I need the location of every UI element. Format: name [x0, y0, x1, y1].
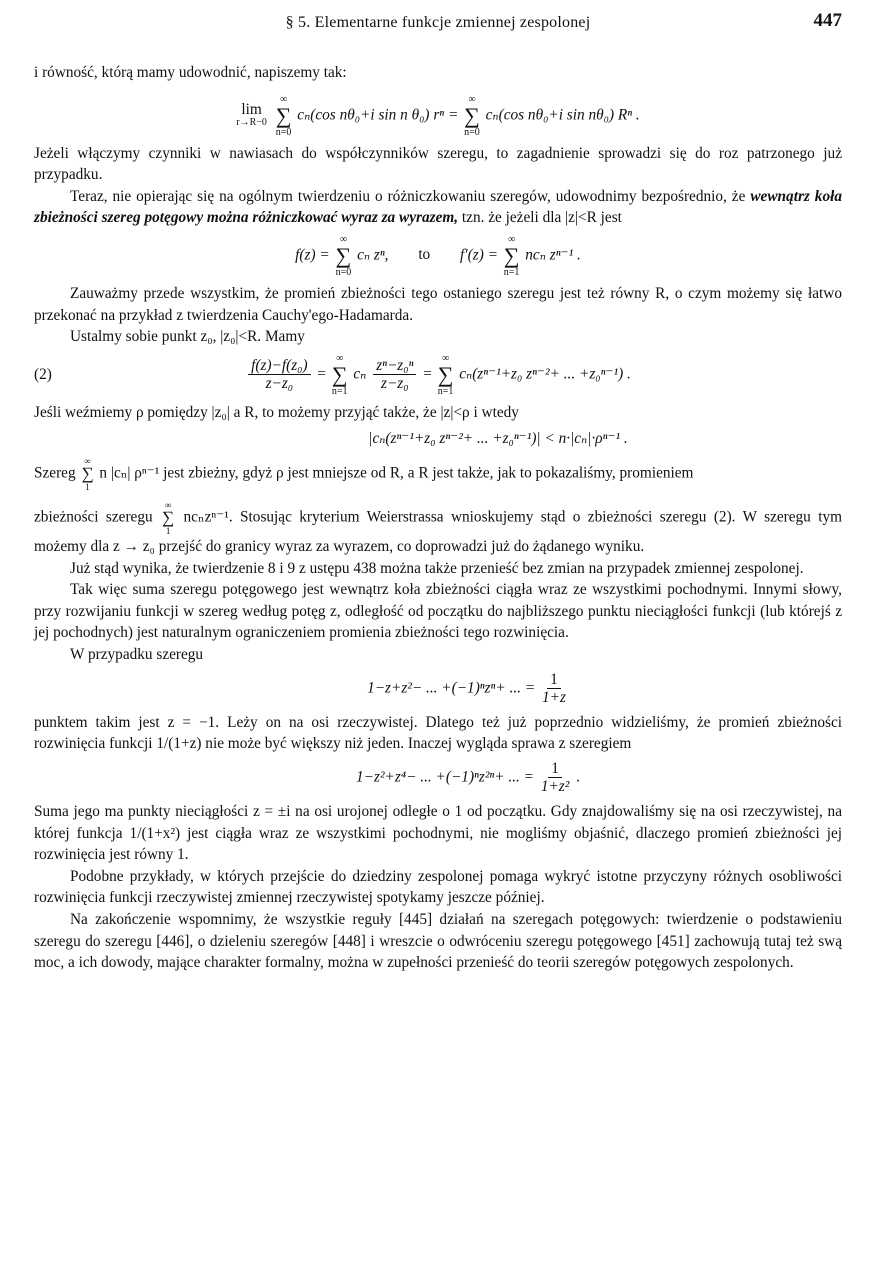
paragraph-6: Jeśli weźmiemy ρ pomiędzy |z₀| a R, to możemy przyjąć także, że |z|<ρ i wtedy: [34, 403, 519, 421]
sum-operator: ∞ ∑ 1: [162, 499, 175, 536]
paragraph-7: Szereg ∞ ∑ 1 n |cₙ| ρⁿ⁻¹ jest zbieżny, gdyż ρ jest mniejsze od R, a R jest także, jak to pokazaliśmy, promieniem: [34, 455, 694, 492]
paragraph-14: Podobne przykłady, w których przejście do dziedziny zespolonej pomaga wykryć istotne przyczyny różnych osobliwości rozwinięcia funkcji rzeczywistej zmiennej rzeczywistej spotykamy jeszcze później.: [34, 867, 842, 907]
sum-operator: ∞ ∑ n=1: [503, 233, 520, 278]
paragraph-5: Ustalmy sobie punkt z₀, |z₀|<R. Mamy: [70, 328, 305, 346]
page: [34, 8, 842, 974]
sum-operator: ∞ ∑ n=0: [275, 93, 292, 138]
sum-operator: ∞ ∑ n=0: [464, 93, 480, 138]
running-header: [34, 8, 842, 38]
equation-limit: [34, 94, 842, 138]
paragraph-10: Tak więc suma szeregu potęgowego jest wewnątrz koła zbieżności ciągła wraz ze wszystkimi pochodnymi. Innymi słowy, przy rozwijaniu funkcji w szereg według potęg z, odległość od początku do najbliższego punktu nieciągłości funkcji (lub którejś z jej pochodnych) jest naturalnym ograniczeniem promienia zbieżności tego rozwinięcia.: [34, 581, 842, 642]
paragraph-8: zbieżności szeregu ∞ ∑ 1 ncₙzⁿ⁻¹. Stosując kryterium Weierstrassa wnioskujemy stąd o zbieżności szeregu (2). W szeregu tym możemy dla z → z₀ przejść do granicy wyraz za wyrazem, co doprowadzi już do żądanego wyniku.: [34, 499, 842, 555]
equation-number: (2): [34, 365, 52, 383]
emphasis-text: wewnątrz koła zbieżności szereg potęgowy można różniczkować wyraz za wyrazem,: [34, 187, 842, 227]
header-title: § 5. Elementarne funkcje zmiennej zespolonej: [285, 14, 591, 31]
sum-operator: ∞ ∑ n=0: [335, 233, 352, 278]
paragraph-4: Zauważmy przede wszystkim, że promień zbieżności tego ostaniego szeregu jest też równy R, o czym możemy się łatwo przekonać na przykład z twierdzenia Cauchy'ego-Hadamarda.: [34, 284, 842, 324]
sum-operator: ∞ ∑ n=1: [331, 352, 348, 397]
paragraph-13: Suma jego ma punkty nieciągłości z = ±i na osi urojonej odległe o 1 od początku. Gdy znajdowaliśmy się na osi rzeczywistej, na której funkcja 1/(1+x²) jest ciągła wraz ze wszystkimi pochodnymi, nie mogliśmy objaśnić, dlaczego promień zbieżności jej rozwinięcia jest równy 1.: [34, 803, 842, 864]
equation-series-2: 1−z²+z⁴− ... +(−1)ⁿz²ⁿ+ ... = $\frac{1}{\text{1+z²}}$ .: [356, 759, 580, 796]
fraction: $\frac{\text{zⁿ−z₀ⁿ}}{\text{z−z₀}}$: [373, 357, 416, 393]
paragraph-1: i równość, którą mamy udowodnić, napiszemy tak:: [34, 64, 347, 81]
paragraph-3: Teraz, nie opierając się na ogólnym twierdzeniu o różniczkowaniu szeregów, udowodnimy bezpośrednio, że wewnątrz koła zbieżności szereg potęgowy można różniczkować wyraz za wyrazem, tzn. że jeżeli dla |z|<R jest: [34, 187, 842, 227]
sum-operator: ∞ ∑ 1: [81, 455, 94, 492]
fraction: $\frac{\text{f(z)−f(z₀)}}{\text{z−z₀}}$: [248, 357, 310, 393]
paragraph-9: Już stąd wynika, że twierdzenie 8 i 9 z ustępu 438 można także przenieść bez zmian na przypadek zmiennej zespolonej.: [70, 559, 804, 577]
equation-derivative: f(z) = ∞ ∑ n=0 cₙ zⁿ, to f′(z) = ∞ ∑ n=1 ncₙ zⁿ⁻¹ .: [295, 233, 581, 278]
fraction: $\frac{1}{\text{1+z²}}$: [540, 759, 570, 796]
paragraph-2: Jeżeli włączymy czynniki w nawiasach do współczynników szeregu, to zagadnienie sprowadzi się do roz patrzonego już przypadku.: [34, 144, 842, 184]
fraction: $\frac{1}{1+z}$: [541, 670, 566, 707]
paragraph-12: punktem takim jest z = −1. Leży on na osi rzeczywistej. Dlatego też już poprzednio widzieliśmy, że promień zbieżności rozwinięcia funkcji 1/(1+z) nie może być większy niż jeden. Inaczej wygląda sprawa z szeregiem: [34, 713, 842, 753]
paragraph-15: Na zakończenie wspomnimy, że wszystkie reguły [445] działań na szeregach potęgowych: twierdzenie o podstawieniu szeregu do szeregu [446], o dzieleniu szeregów [448] i wreszcie o odwróceniu szeregu potęgowego [451] zachowują tutaj też swą moc, a ich dowody, mające charakter formalny, można w zupełności przenieść do teorii szeregów potęgowych zespolonych.: [34, 910, 842, 972]
equation-term: cₙ(cos nθ₀+i sin nθ₀) Rⁿ .: [485, 106, 640, 124]
equation-2: (2) $\frac{\text{f(z)−f(z₀)}}{\text{z−z₀}}$ = ∞ ∑ n=1 cₙ $\frac{\text{zⁿ−z₀ⁿ}}{\text{z−z₀}}$ = ∞ ∑ n=1 cₙ(zⁿ⁻¹+z₀ zⁿ⁻²+ ... +z₀ⁿ⁻¹) .: [34, 352, 631, 397]
paragraph-11: W przypadku szeregu: [70, 645, 204, 663]
equation-series-1: 1−z+z²− ... +(−1)ⁿzⁿ+ ... = $\frac{1}{1+z}$: [367, 670, 566, 707]
limit-operator: lim r→R−0: [236, 100, 267, 129]
page-number: 447: [813, 10, 842, 31]
equation-term: cₙ(cos nθ₀+i sin n θ₀) rⁿ =: [297, 106, 459, 124]
sum-operator: ∞ ∑ n=1: [437, 352, 454, 397]
equation-bound: |cₙ(zⁿ⁻¹+z₀ zⁿ⁻²+ ... +z₀ⁿ⁻¹)| < n·|cₙ|·ρⁿ⁻¹ .: [368, 430, 628, 448]
